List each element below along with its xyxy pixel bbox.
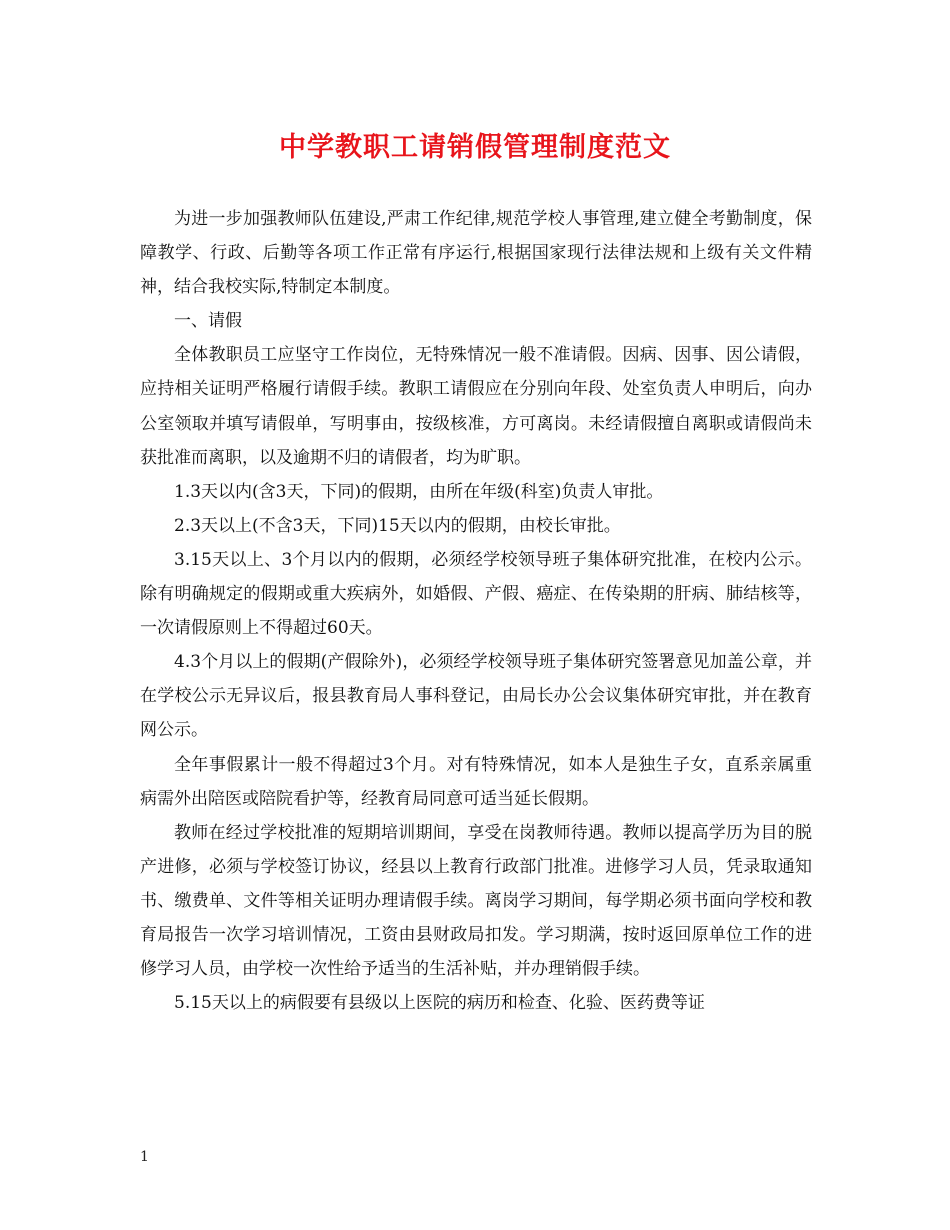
paragraph-rule-1: 1.3天以内(含3天，下同)的假期，由所在年级(科室)负责人审批。 <box>174 481 664 502</box>
section-heading-leave: 一、请假 <box>174 311 242 332</box>
document-title: 中学教职工请销假管理制度范文 <box>279 132 671 163</box>
paragraph-training: 教师在经过学校批准的短期培训期间，享受在岗教师待遇。教师以提高学历为目的脱产进修，必须与学校签订协议，经县以上教育行政部门批准。进修学习人员，凭录取通知书、缴费单、文件等相关证明办理请假手续。离岗学习期间，每学期必须书面向学校和教育局报告一次学习培训情况，工资由县财政局扣发。学习期满，按时返回原单位工作的进修学习人员，由学校一次性给予适当的生活补贴，并办理销假手续。 <box>140 822 812 980</box>
paragraph-rule-4: 4.3个月以上的假期(产假除外)，必须经学校领导班子集体研究签署意见加盖公章，并在学校公示无异议后，报县教育局人事科登记，由局长办公会议集体研究审批，并在教育网公示。 <box>140 652 812 741</box>
page-number: 1 <box>140 1149 149 1165</box>
paragraph-rule-3: 3.15天以上、3个月以内的假期，必须经学校领导班子集体研究批准，在校内公示。除有明确规定的假期或重大疾病外，如婚假、产假、癌症、在传染期的肝病、肺结核等，一次请假原则上不得超过60天。 <box>140 549 812 639</box>
paragraph-rule-5: 5.15天以上的病假要有县级以上医院的病历和检查、化验、医药费等证 <box>174 993 705 1014</box>
paragraph-rule-2: 2.3天以上(不含3天，下同)15天以内的假期，由校长审批。 <box>174 515 621 536</box>
document-body <box>140 202 812 1020</box>
paragraph-annual-limit: 全年事假累计一般不得超过3个月。对有特殊情况，如本人是独生子女，直系亲属重病需外出陪医或陪院看护等，经教育局同意可适当延长假期。 <box>140 754 812 809</box>
paragraph-leave-rules: 全体教职员工应坚守工作岗位，无特殊情况一般不准请假。因病、因事、因公请假，应持相关证明严格履行请假手续。教职工请假应在分别向年段、处室负责人申明后，向办公室领取并填写请假单，写明事由，按级核准，方可离岗。未经请假擅自离职或请假尚未获批准而离职，以及逾期不归的请假者，均为旷职。 <box>140 345 812 468</box>
paragraph-intro: 为进一步加强教师队伍建设,严肃工作纪律,规范学校人事管理,建立健全考勤制度，保障教学、行政、后勤等各项工作正常有序运行,根据国家现行法律法规和上级有关文件精神，结合我校实际,特制定本制度。 <box>140 209 812 298</box>
